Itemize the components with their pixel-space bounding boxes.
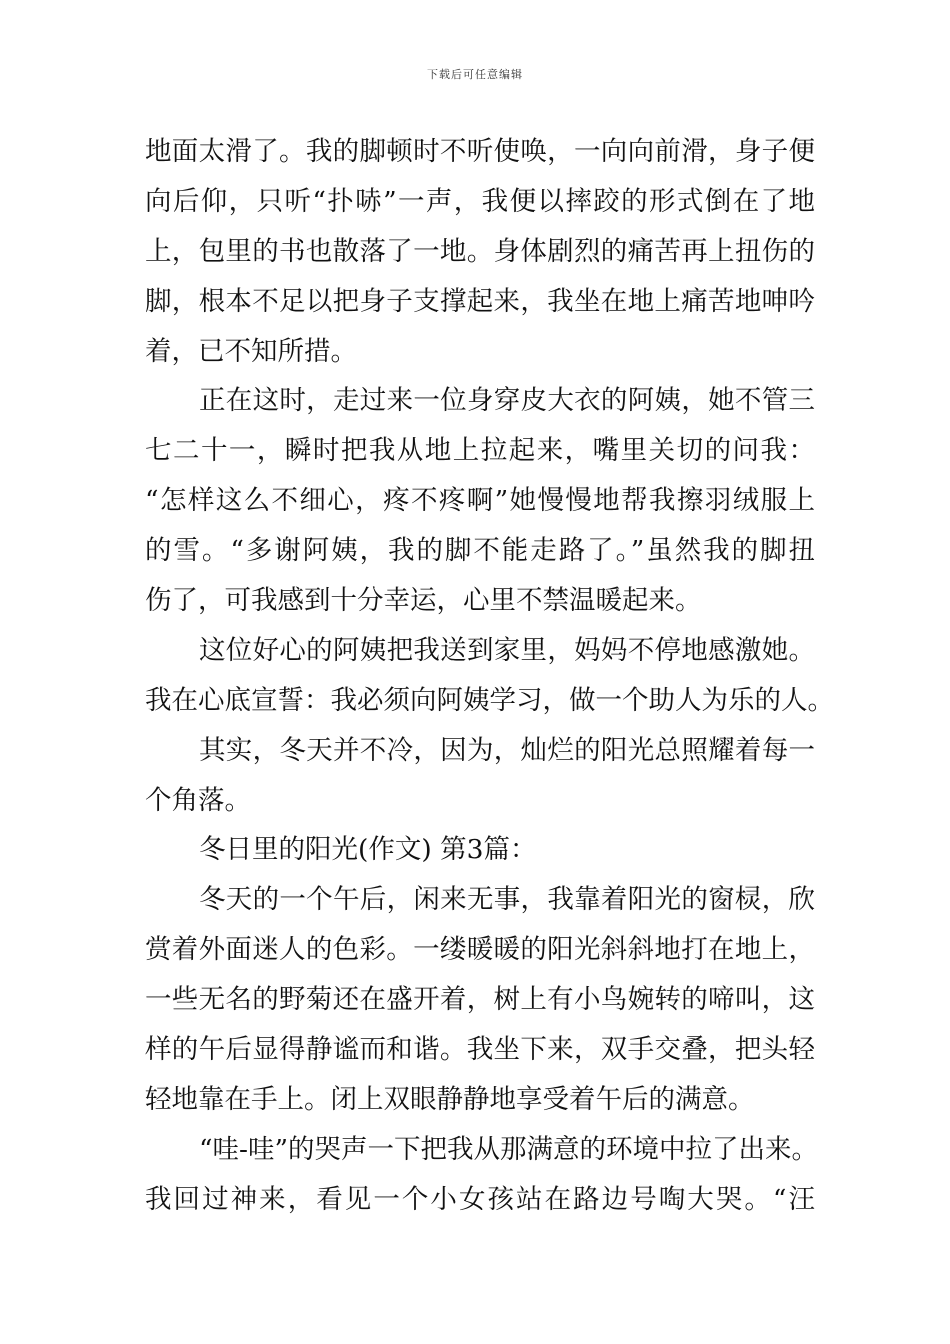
text-line: 我在心底宣誓：我必须向阿姨学习，做一个助人为乐的人。: [145, 684, 834, 716]
text-line: 冬日里的阳光(作文) 第3篇：: [199, 834, 537, 866]
text-line: “怎样这么不细心，疼不疼啊”她慢慢地帮我擦羽绒服上: [145, 485, 815, 517]
text-line: 上，包里的书也散落了一地。身体剧烈的痛苦再上扭伤的: [145, 235, 815, 267]
text-line: 的雪。“多谢阿姨，我的脚不能走路了。”虽然我的脚扭: [145, 535, 815, 567]
text-line: 我回过神来，看见一个小女孩站在路边号啕大哭。“汪: [145, 1183, 815, 1215]
text-line: 赏着外面迷人的色彩。一缕暖暖的阳光斜斜地打在地上，: [145, 934, 815, 966]
document-body: [145, 127, 834, 1225]
text-line: 地面太滑了。我的脚顿时不听使唤，一向向前滑，身子便: [145, 136, 815, 167]
text-line: 七二十一，瞬时把我从地上拉起来，嘴里关切的问我：: [145, 435, 815, 467]
text-line: 脚，根本不足以把身子支撑起来，我坐在地上痛苦地呻吟: [145, 285, 815, 317]
text-line: 冬天的一个午后，闲来无事，我靠着阳光的窗棂，欣: [199, 884, 815, 916]
text-line: 样的午后显得静谧而和谐。我坐下来，双手交叠，把头轻: [145, 1034, 815, 1066]
text-line: 伤了，可我感到十分幸运，心里不禁温暖起来。: [145, 585, 702, 617]
text-line: 正在这时，走过来一位身穿皮大衣的阿姨，她不管三: [199, 385, 815, 417]
text-line: 向后仰，只听“扑哧”一声，我便以摔跤的形式倒在了地: [145, 185, 815, 217]
text-line: “哇-哇”的哭声一下把我从那满意的环境中拉了出来。: [199, 1133, 819, 1165]
text-line: 一些无名的野菊还在盛开着，树上有小鸟婉转的啼叫，这: [145, 984, 815, 1016]
page-header: 下载后可任意编辑: [427, 68, 523, 81]
text-line: 着，已不知所措。: [145, 335, 357, 367]
text-line: 个角落。: [145, 784, 251, 816]
text-line: 轻地靠在手上。闭上双眼静静地享受着午后的满意。: [145, 1083, 755, 1115]
text-line: 这位好心的阿姨把我送到家里，妈妈不停地感激她。: [199, 634, 815, 666]
text-line: 其实，冬天并不冷，因为，灿烂的阳光总照耀着每一: [199, 734, 815, 766]
